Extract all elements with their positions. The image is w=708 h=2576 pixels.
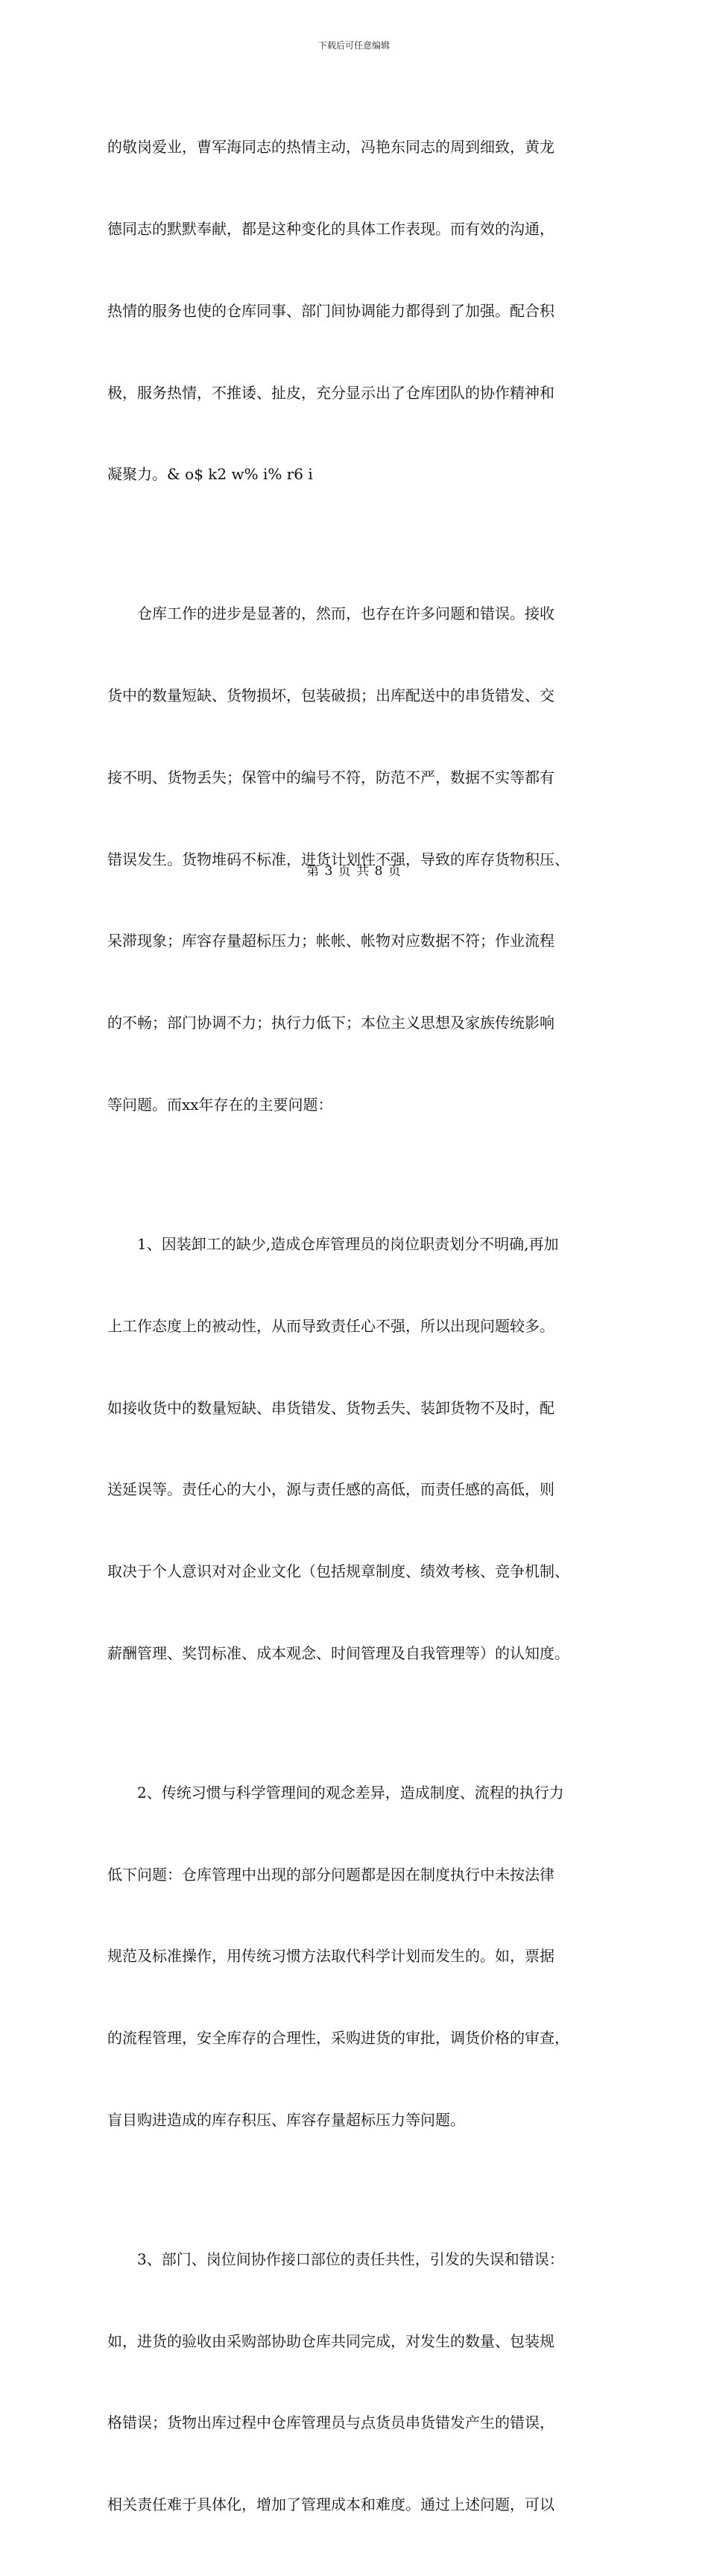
text-line: 德同志的默默奉献，都是这种变化的具体工作表现。而有效的沟通， — [107, 219, 554, 238]
text-line: 等问题。而xx年存在的主要问题： — [107, 1095, 333, 1114]
paragraph-staff-praise — [107, 79, 605, 543]
text-line: 低下问题：仓库管理中出现的部分问题都是因在制度执行中未按法律 — [107, 1865, 554, 1884]
text-line: 的流程管理，安全库存的合理性，采购进货的审批，调货价格的审查， — [107, 2029, 569, 2048]
text-line: 送延误等。责任心的大小，源与责任感的高低，而责任感的高低，则 — [107, 1480, 554, 1499]
document-body — [107, 79, 605, 2576]
text-line: 错误发生。货物堆码不标准，进货计划性不强，导致的库存货物积压、 — [107, 850, 569, 868]
paragraph-issue-1 — [107, 1176, 605, 1722]
text-line: 如，进货的验收由采购部协助仓库共同完成，对发生的数量、包装规 — [107, 2332, 554, 2350]
text-line: 薪酬管理、奖罚标准、成本观念、时间管理及自我管理等）的认知度。 — [107, 1644, 569, 1662]
text-line: 的不畅；部门协调不力；执行力低下；本位主义思想及家族传统影响 — [107, 1014, 554, 1032]
text-line: 的敬岗爱业，曹军海同志的热情主动，冯艳东同志的周到细致，黄龙 — [107, 138, 554, 157]
text-line: 格错误；货物出库过程中仓库管理员与点货员串货错发产生的错误， — [107, 2414, 554, 2432]
page-header-note: 下载后可任意编辑 — [317, 40, 390, 51]
text-line: 上工作态度上的被动性，从而导致责任心不强，所以出现问题较多。 — [107, 1316, 554, 1335]
text-line: 盲目购进造成的库存积压、库容存量超标压力等问题。 — [107, 2110, 465, 2129]
page-number: 第 3 页 共 8 页 — [306, 864, 402, 879]
text-line: 1、因装卸工的缺少,造成仓库管理员的岗位职责划分不明确,再加 — [107, 1234, 559, 1253]
text-line: 呆滞现象；库容存量超标压力；帐帐、帐物对应数据不符；作业流程 — [107, 932, 554, 950]
paragraph-issue-3 — [107, 2191, 605, 2573]
text-line: 2、传统习惯与科学管理间的观念差异，造成制度、流程的执行力 — [107, 1783, 564, 1802]
text-line: 3、部门、岗位间协作接口部位的责任共性，引发的失误和错误： — [107, 2250, 564, 2268]
text-line: 凝聚力。& o$ k2 w% i% r6 i — [107, 465, 313, 484]
text-line: 接不明、货物丢失；保管中的编号不符，防范不严，数据不实等都有 — [107, 768, 554, 786]
text-line: 热情的服务也使的仓库同事、部门间协调能力都得到了加强。配合积 — [107, 301, 554, 320]
text-line: 如接收货中的数量短缺、串货错发、货物丢失、装卸货物不及时，配 — [107, 1398, 554, 1417]
text-line: 取决于个人意识对对企业文化（包括规章制度、绩效考核、竞争机制、 — [107, 1562, 569, 1581]
text-line: 规范及标准操作，用传统习惯方法取代科学计划而发生的。如，票据 — [107, 1947, 554, 1966]
text-line: 货中的数量短缺、货物损坏，包装破损；出库配送中的串货错发、交 — [107, 686, 554, 705]
paragraph-problems-overview — [107, 546, 605, 1173]
text-line: 相关责任难于具体化，增加了管理成本和难度。通过上述问题，可以 — [107, 2496, 554, 2514]
paragraph-issue-2 — [107, 1725, 605, 2188]
text-line: 仓库工作的进步是显著的，然而，也存在许多问题和错误。接收 — [107, 604, 554, 623]
text-line: 极，服务热情，不推诿、扯皮，充分显示出了仓库团队的协作精神和 — [107, 383, 554, 402]
